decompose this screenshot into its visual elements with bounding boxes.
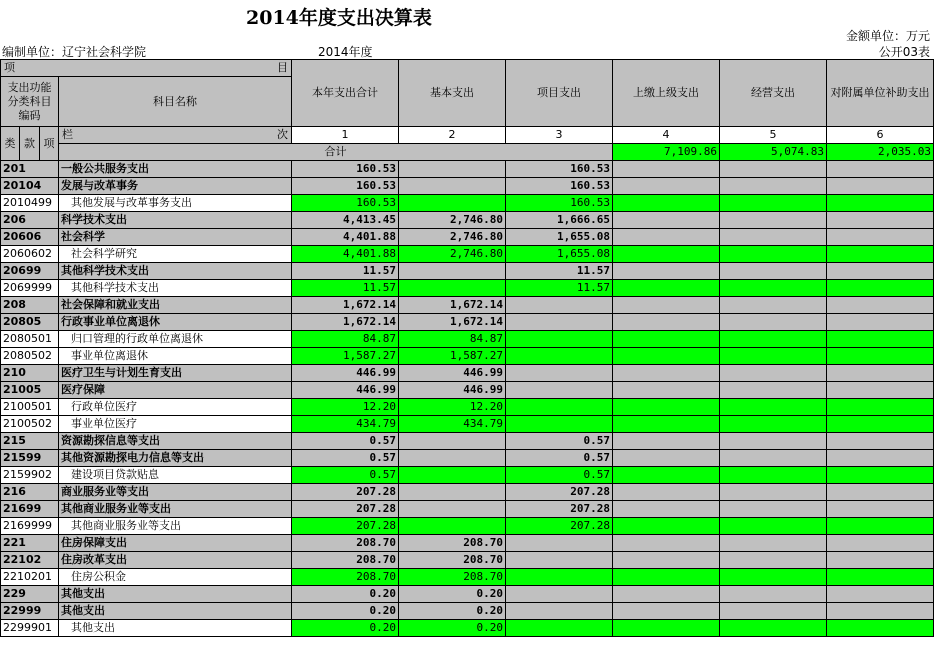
value-cell-col-4[interactable] bbox=[613, 467, 720, 484]
value-cell-col-2[interactable]: 208.70 bbox=[399, 535, 506, 552]
row-name-cell[interactable]: 其他科学技术支出 bbox=[59, 263, 292, 280]
value-cell-col-4[interactable] bbox=[613, 229, 720, 246]
table-row bbox=[1, 263, 934, 280]
value-cell-col-2[interactable] bbox=[399, 195, 506, 212]
value-cell-col-5[interactable] bbox=[720, 246, 827, 263]
header-col-2[interactable]: 基本支出 bbox=[399, 60, 506, 127]
value-cell-col-1[interactable]: 160.53 bbox=[292, 178, 399, 195]
value-cell-col-6[interactable] bbox=[827, 161, 934, 178]
value-cell-col-4[interactable] bbox=[613, 535, 720, 552]
row-code-cell[interactable]: 20699 bbox=[1, 263, 59, 280]
header-col-1[interactable]: 本年支出合计 bbox=[292, 60, 399, 127]
row-code-cell[interactable]: 2080501 bbox=[1, 331, 59, 348]
value-cell-col-4[interactable] bbox=[613, 263, 720, 280]
value-cell-col-5[interactable] bbox=[720, 348, 827, 365]
value-cell-col-2[interactable]: 208.70 bbox=[399, 552, 506, 569]
table-row bbox=[1, 501, 934, 518]
value-cell-col-5[interactable] bbox=[720, 161, 827, 178]
row-name-cell[interactable]: 其他支出 bbox=[59, 603, 292, 620]
value-cell-col-6[interactable] bbox=[827, 518, 934, 535]
value-cell-col-5[interactable] bbox=[720, 297, 827, 314]
value-cell-col-1[interactable]: 4,413.45 bbox=[292, 212, 399, 229]
table-row bbox=[1, 246, 934, 263]
value-cell-col-4[interactable] bbox=[613, 365, 720, 382]
row-name-cell[interactable]: 住房公积金 bbox=[59, 569, 292, 586]
row-name-cell[interactable]: 住房改革支出 bbox=[59, 552, 292, 569]
value-cell-col-4[interactable] bbox=[613, 603, 720, 620]
value-cell-col-4[interactable] bbox=[613, 246, 720, 263]
value-cell-col-1[interactable]: 4,401.88 bbox=[292, 246, 399, 263]
value-cell-col-4[interactable] bbox=[613, 331, 720, 348]
header-col-4[interactable]: 上缴上级支出 bbox=[613, 60, 720, 127]
table-row bbox=[1, 382, 934, 399]
table-row bbox=[1, 280, 934, 297]
value-cell-col-1[interactable]: 0.57 bbox=[292, 467, 399, 484]
value-cell-col-2[interactable]: 2,746.80 bbox=[399, 229, 506, 246]
row-name-cell[interactable]: 其他支出 bbox=[59, 586, 292, 603]
col-index-2[interactable]: 2 bbox=[399, 127, 506, 144]
table-row bbox=[1, 467, 934, 484]
value-cell-col-6[interactable] bbox=[827, 212, 934, 229]
row-code-cell[interactable]: 2100502 bbox=[1, 416, 59, 433]
value-cell-col-4[interactable] bbox=[613, 586, 720, 603]
value-cell-col-1[interactable]: 1,587.27 bbox=[292, 348, 399, 365]
value-cell-col-3[interactable]: 11.57 bbox=[506, 263, 613, 280]
value-cell-col-1[interactable]: 84.87 bbox=[292, 331, 399, 348]
value-cell-col-2[interactable]: 84.87 bbox=[399, 331, 506, 348]
row-code-cell[interactable]: 206 bbox=[1, 212, 59, 229]
organization-label: 编制单位：辽宁社会科学院 bbox=[2, 45, 147, 59]
value-cell-col-2[interactable]: 0.20 bbox=[399, 620, 506, 637]
header-name-column[interactable]: 科目名称 bbox=[59, 77, 292, 127]
value-cell-col-3[interactable] bbox=[506, 535, 613, 552]
value-cell-col-1[interactable]: 208.70 bbox=[292, 569, 399, 586]
header-xiang-label: 项 bbox=[4, 61, 15, 74]
value-cell-col-2[interactable]: 208.70 bbox=[399, 569, 506, 586]
value-cell-col-3[interactable]: 1,666.65 bbox=[506, 212, 613, 229]
value-cell-col-2[interactable]: 1,672.14 bbox=[399, 297, 506, 314]
value-cell-col-3[interactable] bbox=[506, 552, 613, 569]
value-cell-col-4[interactable] bbox=[613, 212, 720, 229]
value-cell-col-1[interactable]: 207.28 bbox=[292, 484, 399, 501]
value-cell-col-2[interactable]: 0.20 bbox=[399, 586, 506, 603]
row-name-cell[interactable]: 其他商业服务业等支出 bbox=[59, 518, 292, 535]
table-row bbox=[1, 348, 934, 365]
value-cell-col-3[interactable] bbox=[506, 365, 613, 382]
value-cell-col-1[interactable]: 7,109.86 bbox=[613, 144, 720, 161]
table-row bbox=[1, 178, 934, 195]
row-code-cell[interactable]: 2080502 bbox=[1, 348, 59, 365]
value-cell-col-5[interactable] bbox=[720, 603, 827, 620]
row-code-cell[interactable]: 229 bbox=[1, 586, 59, 603]
table-row bbox=[1, 314, 934, 331]
table-row bbox=[1, 433, 934, 450]
row-code-cell[interactable]: 22102 bbox=[1, 552, 59, 569]
value-cell-col-4[interactable] bbox=[613, 450, 720, 467]
col-index-1[interactable]: 1 bbox=[292, 127, 399, 144]
table-row bbox=[1, 586, 934, 603]
value-cell-col-6[interactable] bbox=[827, 569, 934, 586]
header-col-3[interactable]: 项目支出 bbox=[506, 60, 613, 127]
amount-unit-label: 金额单位：万元 bbox=[845, 29, 930, 43]
value-cell-col-3[interactable] bbox=[506, 314, 613, 331]
row-name-cell[interactable]: 社会科学研究 bbox=[59, 246, 292, 263]
value-cell-col-1[interactable]: 208.70 bbox=[292, 535, 399, 552]
value-cell-col-4[interactable] bbox=[613, 178, 720, 195]
row-code-cell[interactable]: 22999 bbox=[1, 603, 59, 620]
row-name-cell[interactable]: 建设项目贷款贴息 bbox=[59, 467, 292, 484]
value-cell-col-5[interactable] bbox=[720, 620, 827, 637]
table-row bbox=[1, 620, 934, 637]
row-name-cell[interactable]: 资源勘探信息等支出 bbox=[59, 433, 292, 450]
table-row bbox=[1, 399, 934, 416]
value-cell-col-6[interactable] bbox=[827, 297, 934, 314]
table-row bbox=[1, 518, 934, 535]
header-item-object-cell[interactable] bbox=[1, 60, 292, 77]
header-code-column[interactable]: 支出功能分类科目编码 bbox=[1, 77, 59, 127]
value-cell-col-1[interactable]: 0.20 bbox=[292, 586, 399, 603]
header-ci-label: 次 bbox=[277, 128, 288, 141]
row-name-cell[interactable]: 其他支出 bbox=[59, 620, 292, 637]
value-cell-col-2[interactable]: 1,587.27 bbox=[399, 348, 506, 365]
value-cell-col-2[interactable]: 446.99 bbox=[399, 382, 506, 399]
value-cell-col-5[interactable] bbox=[720, 280, 827, 297]
value-cell-col-3[interactable]: 0.57 bbox=[506, 433, 613, 450]
value-cell-col-6[interactable] bbox=[827, 382, 934, 399]
header-row-item bbox=[1, 60, 934, 77]
value-cell-col-4[interactable] bbox=[613, 314, 720, 331]
form-code-label: 公开03表 bbox=[878, 45, 930, 59]
row-code-cell[interactable]: 20805 bbox=[1, 314, 59, 331]
row-name-cell[interactable]: 医疗保障 bbox=[59, 382, 292, 399]
expenditure-table bbox=[0, 59, 934, 637]
value-cell-col-4[interactable] bbox=[613, 382, 720, 399]
value-cell-col-1[interactable]: 0.20 bbox=[292, 603, 399, 620]
value-cell-col-5[interactable] bbox=[720, 178, 827, 195]
value-cell-col-6[interactable] bbox=[827, 603, 934, 620]
row-name-cell[interactable]: 其他商业服务业等支出 bbox=[59, 501, 292, 518]
value-cell-col-3[interactable] bbox=[506, 603, 613, 620]
row-name-cell[interactable]: 行政单位医疗 bbox=[59, 399, 292, 416]
row-code-cell[interactable]: 221 bbox=[1, 535, 59, 552]
value-cell-col-3[interactable] bbox=[506, 569, 613, 586]
row-name-cell[interactable]: 发展与改革事务 bbox=[59, 178, 292, 195]
value-cell-col-1[interactable]: 0.20 bbox=[292, 620, 399, 637]
value-cell-col-3[interactable]: 1,655.08 bbox=[506, 229, 613, 246]
value-cell-col-4[interactable] bbox=[613, 297, 720, 314]
table-row bbox=[1, 552, 934, 569]
value-cell-col-6[interactable] bbox=[827, 280, 934, 297]
value-cell-col-1[interactable]: 160.53 bbox=[292, 161, 399, 178]
row-name-cell[interactable]: 其他发展与改革事务支出 bbox=[59, 195, 292, 212]
table-row bbox=[1, 450, 934, 467]
value-cell-col-6[interactable] bbox=[827, 484, 934, 501]
value-cell-col-3[interactable]: 1,655.08 bbox=[506, 246, 613, 263]
value-cell-col-5[interactable] bbox=[720, 433, 827, 450]
row-code-cell[interactable]: 215 bbox=[1, 433, 59, 450]
value-cell-col-6[interactable] bbox=[827, 535, 934, 552]
value-cell-col-3[interactable] bbox=[506, 331, 613, 348]
value-cell-col-2[interactable] bbox=[399, 178, 506, 195]
row-code-cell[interactable]: 2210201 bbox=[1, 569, 59, 586]
value-cell-col-1[interactable]: 446.99 bbox=[292, 365, 399, 382]
row-name-cell[interactable]: 一般公共服务支出 bbox=[59, 161, 292, 178]
value-cell-col-1[interactable]: 207.28 bbox=[292, 501, 399, 518]
value-cell-col-5[interactable] bbox=[720, 535, 827, 552]
report-title: 2014年度支出决算表 bbox=[246, 7, 432, 29]
value-cell-col-1[interactable]: 1,672.14 bbox=[292, 314, 399, 331]
value-cell-col-5[interactable] bbox=[720, 212, 827, 229]
row-code-cell[interactable]: 2069999 bbox=[1, 280, 59, 297]
table-row bbox=[1, 569, 934, 586]
value-cell-col-3[interactable] bbox=[506, 348, 613, 365]
value-cell-col-2[interactable] bbox=[399, 433, 506, 450]
value-cell-col-3[interactable] bbox=[506, 382, 613, 399]
value-cell-col-1[interactable]: 0.57 bbox=[292, 450, 399, 467]
value-cell-col-6[interactable] bbox=[827, 229, 934, 246]
value-cell-col-5[interactable] bbox=[720, 518, 827, 535]
header-col-5[interactable]: 经营支出 bbox=[720, 60, 827, 127]
value-cell-col-2[interactable]: 446.99 bbox=[399, 365, 506, 382]
value-cell-col-3[interactable]: 160.53 bbox=[506, 161, 613, 178]
row-name-cell[interactable]: 归口管理的行政单位离退休 bbox=[59, 331, 292, 348]
value-cell-col-3[interactable]: 0.57 bbox=[506, 467, 613, 484]
value-cell-col-5[interactable] bbox=[720, 314, 827, 331]
value-cell-col-2[interactable] bbox=[399, 161, 506, 178]
header-row-index bbox=[1, 127, 934, 144]
value-cell-col-4[interactable] bbox=[613, 280, 720, 297]
value-cell-col-2[interactable] bbox=[399, 518, 506, 535]
row-code-cell[interactable]: 21005 bbox=[1, 382, 59, 399]
row-name-cell[interactable]: 商业服务业等支出 bbox=[59, 484, 292, 501]
value-cell-col-4[interactable] bbox=[613, 501, 720, 518]
value-cell-col-3[interactable]: 207.28 bbox=[506, 484, 613, 501]
row-code-cell[interactable]: 201 bbox=[1, 161, 59, 178]
row-name-cell[interactable]: 医疗卫生与计划生育支出 bbox=[59, 365, 292, 382]
value-cell-col-1[interactable]: 0.57 bbox=[292, 433, 399, 450]
col-index-6[interactable]: 6 bbox=[827, 127, 934, 144]
table-row bbox=[1, 484, 934, 501]
table-row bbox=[1, 365, 934, 382]
row-name-cell[interactable]: 住房保障支出 bbox=[59, 535, 292, 552]
table-row bbox=[1, 331, 934, 348]
value-cell-col-2[interactable] bbox=[399, 450, 506, 467]
value-cell-col-4[interactable] bbox=[613, 433, 720, 450]
row-name-cell[interactable]: 事业单位医疗 bbox=[59, 416, 292, 433]
value-cell-col-5[interactable] bbox=[720, 382, 827, 399]
row-name-cell[interactable]: 行政事业单位离退休 bbox=[59, 314, 292, 331]
value-cell-col-1[interactable]: 208.70 bbox=[292, 552, 399, 569]
value-cell-col-2[interactable] bbox=[399, 467, 506, 484]
value-cell-col-3[interactable]: 2,035.03 bbox=[827, 144, 934, 161]
value-cell-col-4[interactable] bbox=[613, 161, 720, 178]
value-cell-col-5[interactable] bbox=[720, 195, 827, 212]
value-cell-col-6[interactable] bbox=[827, 416, 934, 433]
col-index-3[interactable]: 3 bbox=[506, 127, 613, 144]
row-code-cell[interactable]: 2169999 bbox=[1, 518, 59, 535]
row-name-cell[interactable]: 合计 bbox=[59, 144, 613, 161]
value-cell-col-3[interactable]: 11.57 bbox=[506, 280, 613, 297]
value-cell-col-4[interactable] bbox=[613, 399, 720, 416]
value-cell-col-5[interactable] bbox=[720, 399, 827, 416]
table-row bbox=[1, 195, 934, 212]
header-lanci-cell[interactable] bbox=[59, 127, 292, 144]
value-cell-col-5[interactable] bbox=[720, 569, 827, 586]
value-cell-col-6[interactable] bbox=[827, 348, 934, 365]
value-cell-col-6[interactable] bbox=[827, 552, 934, 569]
table-row bbox=[1, 535, 934, 552]
value-cell-col-6[interactable] bbox=[827, 586, 934, 603]
value-cell-col-5[interactable] bbox=[720, 586, 827, 603]
table-row bbox=[1, 229, 934, 246]
row-code-cell[interactable]: 20606 bbox=[1, 229, 59, 246]
value-cell-col-1[interactable]: 207.28 bbox=[292, 518, 399, 535]
header-xiang2[interactable]: 项 bbox=[40, 127, 59, 161]
value-cell-col-6[interactable] bbox=[827, 365, 934, 382]
value-cell-col-3[interactable]: 160.53 bbox=[506, 195, 613, 212]
value-cell-col-5[interactable] bbox=[720, 467, 827, 484]
row-name-cell[interactable]: 其他资源勘探电力信息等支出 bbox=[59, 450, 292, 467]
row-code-cell[interactable]: 2299901 bbox=[1, 620, 59, 637]
value-cell-col-6[interactable] bbox=[827, 263, 934, 280]
row-name-cell[interactable]: 社会保障和就业支出 bbox=[59, 297, 292, 314]
value-cell-col-5[interactable] bbox=[720, 501, 827, 518]
table-row bbox=[1, 212, 934, 229]
value-cell-col-5[interactable] bbox=[720, 450, 827, 467]
value-cell-col-2[interactable]: 2,746.80 bbox=[399, 212, 506, 229]
value-cell-col-3[interactable]: 207.28 bbox=[506, 518, 613, 535]
row-code-cell[interactable]: 2010499 bbox=[1, 195, 59, 212]
row-code-cell[interactable]: 2100501 bbox=[1, 399, 59, 416]
col-index-4[interactable]: 4 bbox=[613, 127, 720, 144]
header-lan-label: 栏 bbox=[62, 128, 73, 141]
value-cell-col-3[interactable]: 207.28 bbox=[506, 501, 613, 518]
value-cell-col-4[interactable] bbox=[613, 195, 720, 212]
row-name-cell[interactable]: 其他科学技术支出 bbox=[59, 280, 292, 297]
value-cell-col-4[interactable] bbox=[613, 484, 720, 501]
value-cell-col-3[interactable] bbox=[506, 297, 613, 314]
value-cell-col-5[interactable] bbox=[720, 263, 827, 280]
value-cell-col-6[interactable] bbox=[827, 433, 934, 450]
value-cell-col-2[interactable] bbox=[399, 280, 506, 297]
value-cell-col-6[interactable] bbox=[827, 246, 934, 263]
value-cell-col-4[interactable] bbox=[613, 518, 720, 535]
row-code-cell[interactable]: 208 bbox=[1, 297, 59, 314]
table-row bbox=[1, 416, 934, 433]
value-cell-col-5[interactable] bbox=[720, 229, 827, 246]
row-code-cell[interactable]: 21699 bbox=[1, 501, 59, 518]
value-cell-col-3[interactable] bbox=[506, 620, 613, 637]
value-cell-col-4[interactable] bbox=[613, 569, 720, 586]
value-cell-col-3[interactable] bbox=[506, 416, 613, 433]
value-cell-col-3[interactable]: 0.57 bbox=[506, 450, 613, 467]
value-cell-col-3[interactable]: 160.53 bbox=[506, 178, 613, 195]
value-cell-col-4[interactable] bbox=[613, 552, 720, 569]
value-cell-col-1[interactable]: 160.53 bbox=[292, 195, 399, 212]
table-row bbox=[1, 144, 934, 161]
value-cell-col-1[interactable]: 11.57 bbox=[292, 263, 399, 280]
value-cell-col-2[interactable]: 0.20 bbox=[399, 603, 506, 620]
value-cell-col-2[interactable]: 1,672.14 bbox=[399, 314, 506, 331]
value-cell-col-6[interactable] bbox=[827, 331, 934, 348]
value-cell-col-1[interactable]: 446.99 bbox=[292, 382, 399, 399]
row-code-cell[interactable]: 21599 bbox=[1, 450, 59, 467]
table-row bbox=[1, 161, 934, 178]
value-cell-col-5[interactable] bbox=[720, 416, 827, 433]
value-cell-col-6[interactable] bbox=[827, 195, 934, 212]
row-code-cell[interactable]: 20104 bbox=[1, 178, 59, 195]
row-name-cell[interactable]: 科学技术支出 bbox=[59, 212, 292, 229]
table-row bbox=[1, 603, 934, 620]
value-cell-col-5[interactable] bbox=[720, 484, 827, 501]
value-cell-col-2[interactable]: 5,074.83 bbox=[720, 144, 827, 161]
value-cell-col-3[interactable] bbox=[506, 399, 613, 416]
col-index-5[interactable]: 5 bbox=[720, 127, 827, 144]
value-cell-col-2[interactable]: 434.79 bbox=[399, 416, 506, 433]
value-cell-col-3[interactable] bbox=[506, 586, 613, 603]
value-cell-col-2[interactable] bbox=[399, 263, 506, 280]
table-row bbox=[1, 297, 934, 314]
value-cell-col-5[interactable] bbox=[720, 331, 827, 348]
value-cell-col-1[interactable]: 1,672.14 bbox=[292, 297, 399, 314]
value-cell-col-2[interactable] bbox=[399, 501, 506, 518]
value-cell-col-1[interactable]: 12.20 bbox=[292, 399, 399, 416]
row-code-cell[interactable]: 2159902 bbox=[1, 467, 59, 484]
value-cell-col-4[interactable] bbox=[613, 416, 720, 433]
value-cell-col-4[interactable] bbox=[613, 348, 720, 365]
row-code-cell[interactable]: 210 bbox=[1, 365, 59, 382]
value-cell-col-6[interactable] bbox=[827, 399, 934, 416]
value-cell-col-6[interactable] bbox=[827, 620, 934, 637]
value-cell-col-2[interactable]: 12.20 bbox=[399, 399, 506, 416]
value-cell-col-2[interactable] bbox=[399, 484, 506, 501]
value-cell-col-6[interactable] bbox=[827, 450, 934, 467]
row-name-cell[interactable]: 事业单位离退休 bbox=[59, 348, 292, 365]
value-cell-col-1[interactable]: 11.57 bbox=[292, 280, 399, 297]
value-cell-col-6[interactable] bbox=[827, 178, 934, 195]
value-cell-col-1[interactable]: 4,401.88 bbox=[292, 229, 399, 246]
value-cell-col-6[interactable] bbox=[827, 314, 934, 331]
value-cell-col-5[interactable] bbox=[720, 365, 827, 382]
table-body bbox=[1, 60, 934, 637]
value-cell-col-4[interactable] bbox=[613, 620, 720, 637]
row-code-cell[interactable]: 2060602 bbox=[1, 246, 59, 263]
row-name-cell[interactable]: 社会科学 bbox=[59, 229, 292, 246]
header-lei[interactable]: 类 bbox=[1, 127, 20, 161]
value-cell-col-6[interactable] bbox=[827, 467, 934, 484]
fiscal-year-label: 2014年度 bbox=[318, 45, 373, 59]
row-code-cell[interactable]: 216 bbox=[1, 484, 59, 501]
value-cell-col-6[interactable] bbox=[827, 501, 934, 518]
header-mu-label: 目 bbox=[277, 61, 288, 74]
value-cell-col-2[interactable]: 2,746.80 bbox=[399, 246, 506, 263]
header-col-6[interactable]: 对附属单位补助支出 bbox=[827, 60, 934, 127]
header-kuan[interactable]: 款 bbox=[20, 127, 40, 161]
value-cell-col-5[interactable] bbox=[720, 552, 827, 569]
value-cell-col-1[interactable]: 434.79 bbox=[292, 416, 399, 433]
